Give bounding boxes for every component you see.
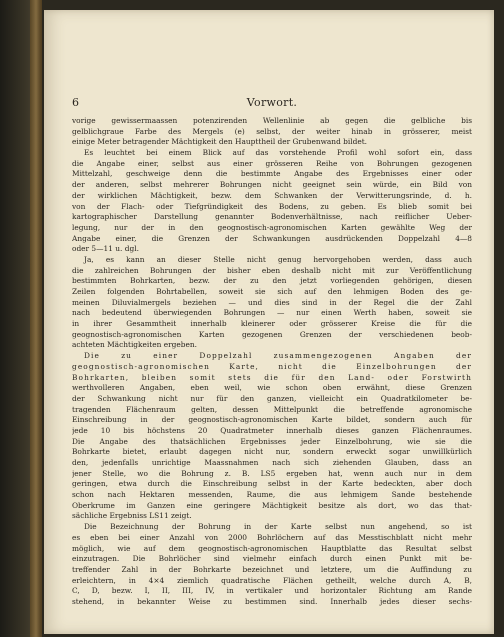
text-line: Bohrkarten, bleiben somit stets die für den Land- oder Forstwirth bbox=[72, 372, 472, 382]
text-line: nach bedeutend überwiegenden Bohrungen — nur einen Werth haben, soweit sie bbox=[72, 308, 472, 318]
text-line: möglich, wie auf dem geognostisch-agronomischen Hauptblatte das Resultat selbst bbox=[72, 543, 472, 553]
text-line: sächliche Ergebniss LS11 zeigt. bbox=[72, 511, 192, 521]
text-line: geringen, etwa durch die Einschreibung selbst in der Karte bedeckten, aber doch bbox=[72, 479, 472, 489]
text-line: erleichtern, in 4×4 ziemlich quadratische Flächen getheilt, welche durch A, B, bbox=[72, 575, 472, 585]
text-line: den, jedenfalls unrichtige Maassnahmen nach sich ziehenden Glauben, dass an bbox=[72, 458, 472, 467]
text-line: oder 5—11 u. dgl. bbox=[72, 244, 139, 254]
text-line: stehend, in bekannter Weise zu bestimmen sind. Innerhalb jedes dieser sechs- bbox=[72, 596, 472, 606]
text-line: meinen Diluvialmergels beziehen — und dies sind in der Regel die der Zahl bbox=[72, 297, 472, 307]
text-line: Oberkrume im Ganzen eine geringere Mächtigkeit besitze als dort, wo das that- bbox=[72, 500, 472, 510]
body-text bbox=[72, 116, 472, 608]
text-line: tragenden Flächenraum gelten, dessen Mittelpunkt die betreffende agronomische bbox=[72, 404, 472, 414]
text-line: legung, nur der in den geognostisch-agronomischen Karten gewählte Weg der bbox=[72, 222, 472, 232]
page-number: 6 bbox=[72, 96, 79, 109]
text-line: die Angabe einer, selbst aus einer grösseren Reihe von Bohrungen gezogenen bbox=[72, 158, 472, 168]
text-line: Mittelzahl, geschweige denn die bestimmte Angabe des Ergebnisses einer oder bbox=[72, 169, 472, 179]
text-line: C, D, bezw. I, II, III, IV, in vertikaler und horizontaler Richtung am Rande bbox=[72, 586, 472, 596]
text-line: Die zu einer Doppelzahl zusammengezogenen Angaben der bbox=[84, 351, 472, 361]
text-line: einzutragen. Die Bohrlöcher sind vielmehr einfach durch einen Punkt mit be- bbox=[72, 554, 472, 564]
text-line: gelblichgraue Farbe des Mergels (e) selbst, der weiter hinab in grösserer, meist bbox=[72, 126, 472, 136]
text-line: achteten Mächtigkeiten ergeben. bbox=[72, 340, 197, 350]
text-line: Einschreibung in der geognostisch-agronomischen Karte bildet, sondern auch für bbox=[72, 415, 472, 425]
text-line: der wirklichen Mächtigkeit, bezw. dem Schwanken der Verwitterungsrinde, d. h. bbox=[72, 190, 472, 200]
text-line: es eben bei einer Anzahl von 2000 Bohrlöchern auf das Messtischblatt nicht mehr bbox=[72, 532, 472, 542]
text-line: die zahlreichen Bohrungen der bisher eben deshalb nicht mit zur Veröffentlichung bbox=[72, 265, 472, 275]
text-line: Bohrkarte bietet, erlaubt dagegen nicht nur, sondern erweckt sogar unwillkürlich bbox=[72, 447, 472, 457]
text-line: jede 10 bis höchstens 20 Quadratmeter innerhalb dieses ganzen Flächenraumes. bbox=[72, 425, 472, 435]
text-line: einige Meter betragender Mächtigkeit den Haupttheil der Grubenwand bildet. bbox=[72, 137, 368, 147]
text-line: von der Flach- oder Tiefgründigkeit des Bodens, zu geben. Es blieb somit bei bbox=[72, 201, 472, 211]
book-spine bbox=[30, 0, 42, 637]
text-line: Angabe einer, die Grenzen der Schwankungen ausdrückenden Doppelzahl 4—8 bbox=[72, 233, 472, 243]
text-line: geognostisch-agronomischen Karten gezogenen Grenzen der verschiedenen beob- bbox=[72, 329, 472, 339]
text-line: der Schwankung nicht nur für den ganzen, vielleicht ein Quadratkilometer be- bbox=[72, 393, 472, 403]
text-line: kartographischer Darstellung genannter Bodenverhältnisse, nach reiflicher Ueber- bbox=[72, 212, 472, 222]
text-line: schon nach Hektaren messenden, Raume, die aus lehmigem Sande bestehende bbox=[72, 490, 472, 500]
text-line: jener Stelle, wo die Bohrung z. B. LS5 ergeben hat, wenn auch nur in dem bbox=[72, 468, 472, 478]
text-line: vorige gewissermaassen potenzirenden Wellenlinie ab gegen die gelbliche bis bbox=[72, 116, 472, 125]
text-line: Zeilen folgenden Bohrtabellen, soweit sie sich auf den lehmigen Boden des ge- bbox=[72, 287, 472, 296]
text-line: in ihrer Gesammtheit innerhalb kleinerer oder grösserer Kreise die für die bbox=[72, 319, 472, 329]
text-line: geognostisch-agronomischen Karte, nicht die Einzelbohrungen der bbox=[72, 361, 472, 371]
text-line: Die Bezeichnung der Bohrung in der Karte selbst nun angehend, so ist bbox=[84, 522, 472, 532]
text-line: der anderen, selbst mehrerer Bohrungen nicht geeignet sein würde, ein Bild von bbox=[72, 180, 472, 190]
text-line: bestimmten Bohrkarten, bezw. der zu den jetzt vorliegenden gehörigen, diesen bbox=[72, 276, 472, 286]
page-header bbox=[72, 96, 472, 112]
text-line: werthvolleren Angaben, eben weil, wie schon oben erwähnt, diese Grenzen bbox=[72, 383, 472, 393]
text-line: treffender Zahl in der Bohrkarte bezeichnet und letztere, um die Auffindung zu bbox=[72, 564, 472, 574]
text-line: Ja, es kann an dieser Stelle nicht genug hervorgehoben werden, dass auch bbox=[84, 254, 472, 264]
text-line: Es leuchtet bei einem Blick auf das vorstehende Profil wohl sofort ein, dass bbox=[84, 148, 472, 158]
text-line: Die Angabe des thatsächlichen Ergebnisses jeder Einzelbohrung, wie sie die bbox=[72, 436, 472, 446]
running-title: Vorwort. bbox=[246, 96, 298, 109]
